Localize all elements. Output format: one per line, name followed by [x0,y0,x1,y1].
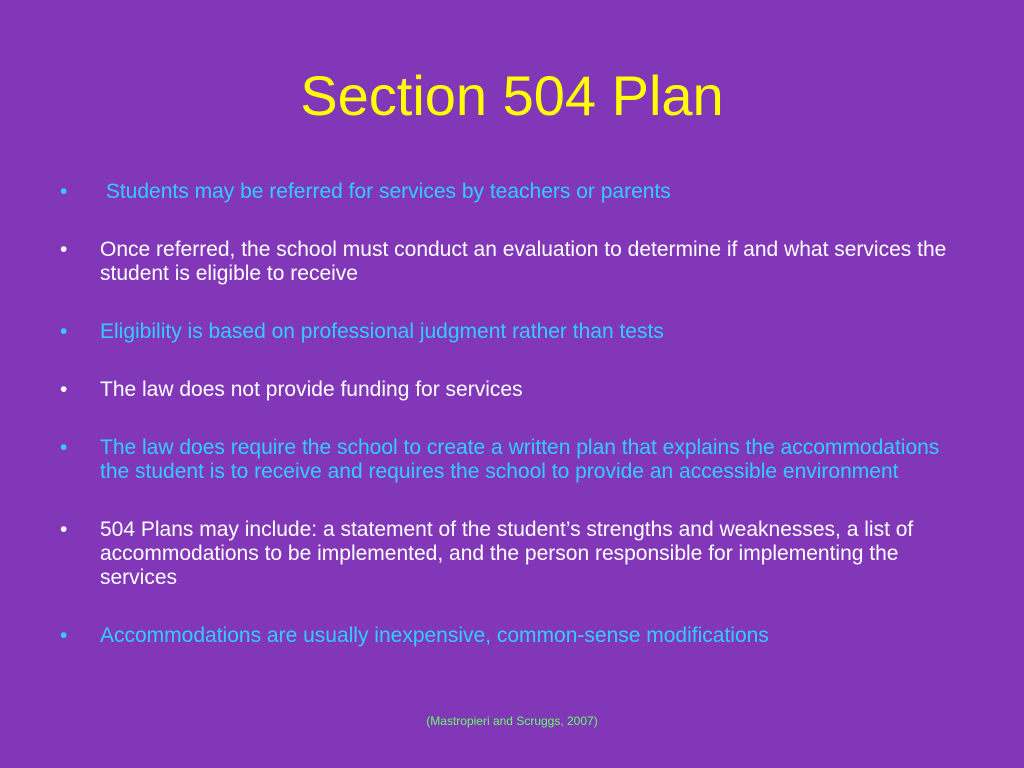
bullet-text: The law does not provide funding for services [100,378,523,401]
bullet-item [60,436,960,484]
bullet-text: 504 Plans may include: a statement of the student’s strengths and weaknesses, a list of accommodations to be implemented, and the person responsible for implementing the services [100,518,914,589]
bullet-item [60,180,960,204]
bullet-item [60,624,960,648]
bullet-glyph: • [60,180,68,203]
slide-title: Section 504 Plan [300,64,724,127]
bullet-item [60,378,960,402]
bullet-item [60,238,960,286]
bullet-glyph: • [60,518,68,541]
bullet-glyph: • [60,238,68,261]
bullet-text: Students may be referred for services by teachers or parents [100,180,671,203]
bullet-text: The law does require the school to create a written plan that explains the accommodations the student is to receive and requires the school to provide an accessible environment [100,436,940,483]
bullet-glyph: • [60,378,68,401]
bullet-glyph: • [60,624,68,647]
citation: (Mastropieri and Scruggs, 2007) [426,714,598,728]
bullet-glyph: • [60,320,68,343]
bullet-list [60,180,960,648]
bullet-item [60,518,960,590]
bullet-text: Accommodations are usually inexpensive, common-sense modifications [100,624,769,647]
bullet-glyph: • [60,436,68,459]
bullet-text: Eligibility is based on professional judgment rather than tests [100,320,664,343]
bullet-item [60,320,960,344]
bullet-text: Once referred, the school must conduct an evaluation to determine if and what services the student is eligible to receive [100,238,947,285]
